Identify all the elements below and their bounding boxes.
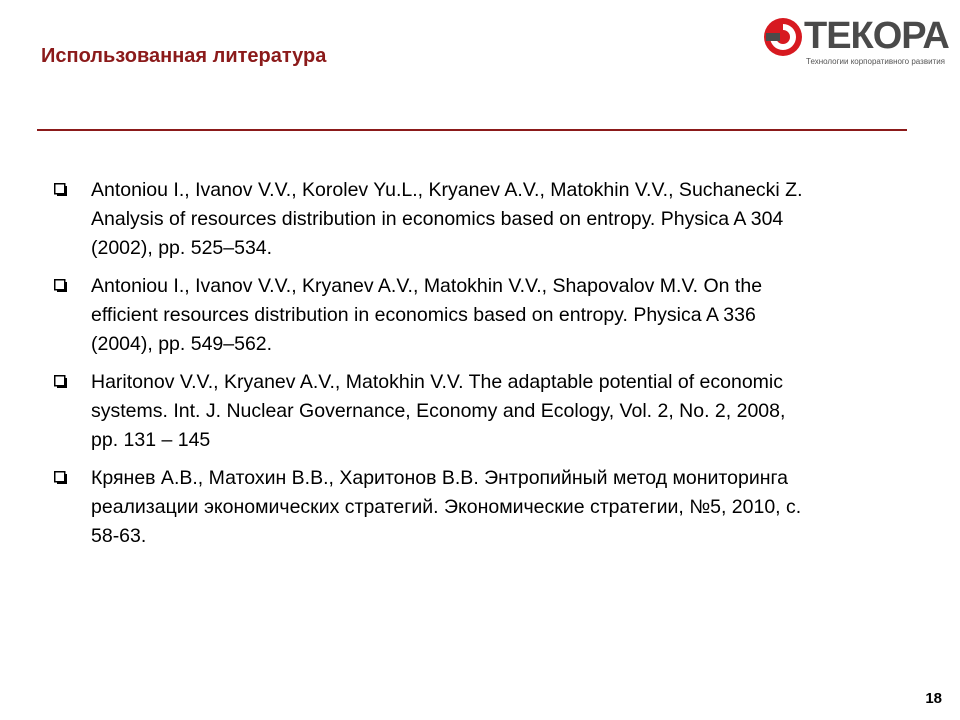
reference-item — [54, 464, 814, 551]
logo-wordmark: ТЕКОРА — [804, 15, 949, 57]
reference-list — [54, 176, 814, 560]
checkbox-square-icon — [54, 279, 67, 292]
title-divider — [37, 129, 907, 131]
company-logo — [760, 12, 950, 72]
reference-text: Haritonov V.V., Kryanev A.V., Matokhin V.V. The adaptable potential of economic systems. Int. J. Nuclear Governance, Economy and Ecology, Vol. 2, No. 2, 2008, pp. 131 – 145 — [91, 371, 786, 451]
checkbox-square-icon — [54, 471, 67, 484]
reference-item — [54, 176, 814, 263]
reference-text: Antoniou I., Ivanov V.V., Korolev Yu.L., Kryanev A.V., Matokhin V.V., Suchanecki Z. Analysis of resources distribution in economics based on entropy. Physica A 304 (2002), pp. 525–534. — [91, 179, 803, 259]
checkbox-square-icon — [54, 183, 67, 196]
slide-title: Использованная литература — [41, 45, 327, 67]
page-number: 18 — [925, 690, 942, 707]
checkbox-square-icon — [54, 375, 67, 388]
logo-mark-icon — [762, 16, 804, 58]
reference-item — [54, 272, 814, 359]
reference-item — [54, 368, 814, 455]
reference-text: Крянев А.В., Матохин В.В., Харитонов В.В. Энтропийный метод мониторинга реализации экономических стратегий. Экономические стратегии, №5, 2010, с. 58-63. — [91, 467, 802, 547]
logo-tagline: Технологии корпоративного развития — [806, 57, 946, 66]
reference-text: Antoniou I., Ivanov V.V., Kryanev A.V., Matokhin V.V., Shapovalov M.V. On the efficient resources distribution in economics based on entropy. Physica A 336 (2004), pp. 549–562. — [91, 275, 763, 355]
